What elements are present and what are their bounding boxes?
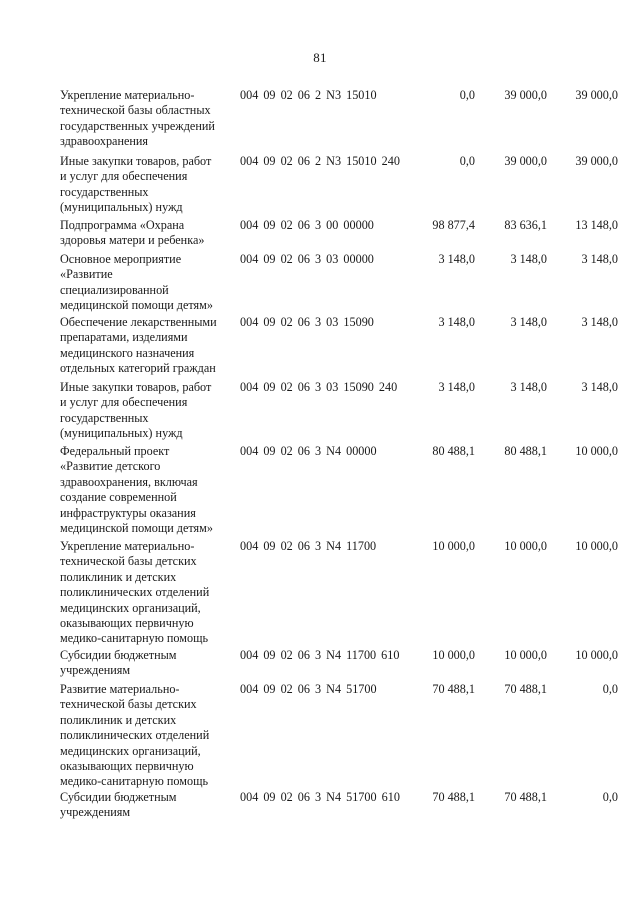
row-value-2: 39 000,0 bbox=[504, 88, 547, 102]
row-description: Основное мероприятие «Развитие специализированной медицинской помощи детям» bbox=[60, 252, 213, 313]
row-budget-code: 004 09 02 06 3 N4 11700 610 bbox=[240, 648, 400, 662]
page-number: 81 bbox=[313, 50, 327, 65]
row-budget-code: 004 09 02 06 3 03 00000 bbox=[240, 252, 374, 266]
row-value-1: 70 488,1 bbox=[432, 682, 475, 696]
row-value-2: 10 000,0 bbox=[504, 648, 547, 662]
row-value-3: 39 000,0 bbox=[575, 154, 618, 168]
row-value-2: 3 148,0 bbox=[510, 252, 547, 266]
row-value-2: 80 488,1 bbox=[504, 444, 547, 458]
row-value-3: 3 148,0 bbox=[581, 315, 618, 329]
row-description: Укрепление материально- технической базы областных государственных учреждений здравоохранения bbox=[60, 88, 215, 149]
row-budget-code: 004 09 02 06 2 N3 15010 240 bbox=[240, 154, 400, 168]
row-description: Субсидии бюджетным учреждениям bbox=[60, 648, 177, 678]
row-description: Укрепление материально- технической базы детских поликлиник и детских поликлинических отделений медицинских организаций, оказывающих первичную медико-санитарную помощь bbox=[60, 539, 210, 646]
row-value-1: 80 488,1 bbox=[432, 444, 475, 458]
row-value-2: 3 148,0 bbox=[510, 315, 547, 329]
row-budget-code: 004 09 02 06 3 N4 00000 bbox=[240, 444, 377, 458]
row-value-2: 83 636,1 bbox=[504, 218, 547, 232]
row-description: Развитие материально- технической базы детских поликлиник и детских поликлинических отделений медицинских организаций, оказывающих первичную медико-санитарную помощь bbox=[60, 682, 210, 789]
row-description: Субсидии бюджетным учреждениям bbox=[60, 790, 177, 820]
row-value-1: 98 877,4 bbox=[432, 218, 475, 232]
row-budget-code: 004 09 02 06 3 03 15090 240 bbox=[240, 380, 398, 394]
row-value-1: 3 148,0 bbox=[438, 315, 475, 329]
row-value-2: 70 488,1 bbox=[504, 790, 547, 804]
row-description: Обеспечение лекарственными препаратами, изделиями медицинского назначения отдельных категорий граждан bbox=[60, 315, 217, 376]
row-value-3: 0,0 bbox=[602, 682, 618, 696]
row-value-1: 70 488,1 bbox=[432, 790, 475, 804]
row-budget-code: 004 09 02 06 3 N4 11700 bbox=[240, 539, 377, 553]
row-budget-code: 004 09 02 06 3 03 15090 bbox=[240, 315, 374, 329]
row-description: Иные закупки товаров, работ и услуг для обеспечения государственных (муниципальных) нужд bbox=[60, 154, 212, 215]
row-value-1: 0,0 bbox=[459, 154, 475, 168]
row-value-3: 10 000,0 bbox=[575, 648, 618, 662]
row-value-3: 3 148,0 bbox=[581, 252, 618, 266]
row-value-2: 39 000,0 bbox=[504, 154, 547, 168]
row-description: Подпрограмма «Охрана здоровья матери и ребенка» bbox=[60, 218, 205, 248]
row-value-2: 70 488,1 bbox=[504, 682, 547, 696]
row-description: Федеральный проект «Развитие детского здравоохранения, включая создание современной инфраструктуры оказания медицинской помощи детям» bbox=[60, 444, 213, 536]
row-value-3: 0,0 bbox=[602, 790, 618, 804]
row-budget-code: 004 09 02 06 3 00 00000 bbox=[240, 218, 374, 232]
row-value-1: 3 148,0 bbox=[438, 380, 475, 394]
row-value-3: 10 000,0 bbox=[575, 539, 618, 553]
row-value-1: 3 148,0 bbox=[438, 252, 475, 266]
row-value-1: 10 000,0 bbox=[432, 648, 475, 662]
row-value-3: 10 000,0 bbox=[575, 444, 618, 458]
row-budget-code: 004 09 02 06 2 N3 15010 bbox=[240, 88, 377, 102]
row-value-3: 39 000,0 bbox=[575, 88, 618, 102]
row-budget-code: 004 09 02 06 3 N4 51700 610 bbox=[240, 790, 400, 804]
row-value-3: 3 148,0 bbox=[581, 380, 618, 394]
row-budget-code: 004 09 02 06 3 N4 51700 bbox=[240, 682, 377, 696]
row-value-2: 10 000,0 bbox=[504, 539, 547, 553]
row-value-2: 3 148,0 bbox=[510, 380, 547, 394]
row-value-3: 13 148,0 bbox=[575, 218, 618, 232]
row-description: Иные закупки товаров, работ и услуг для обеспечения государственных (муниципальных) нужд bbox=[60, 380, 212, 441]
row-value-1: 0,0 bbox=[459, 88, 475, 102]
row-value-1: 10 000,0 bbox=[432, 539, 475, 553]
